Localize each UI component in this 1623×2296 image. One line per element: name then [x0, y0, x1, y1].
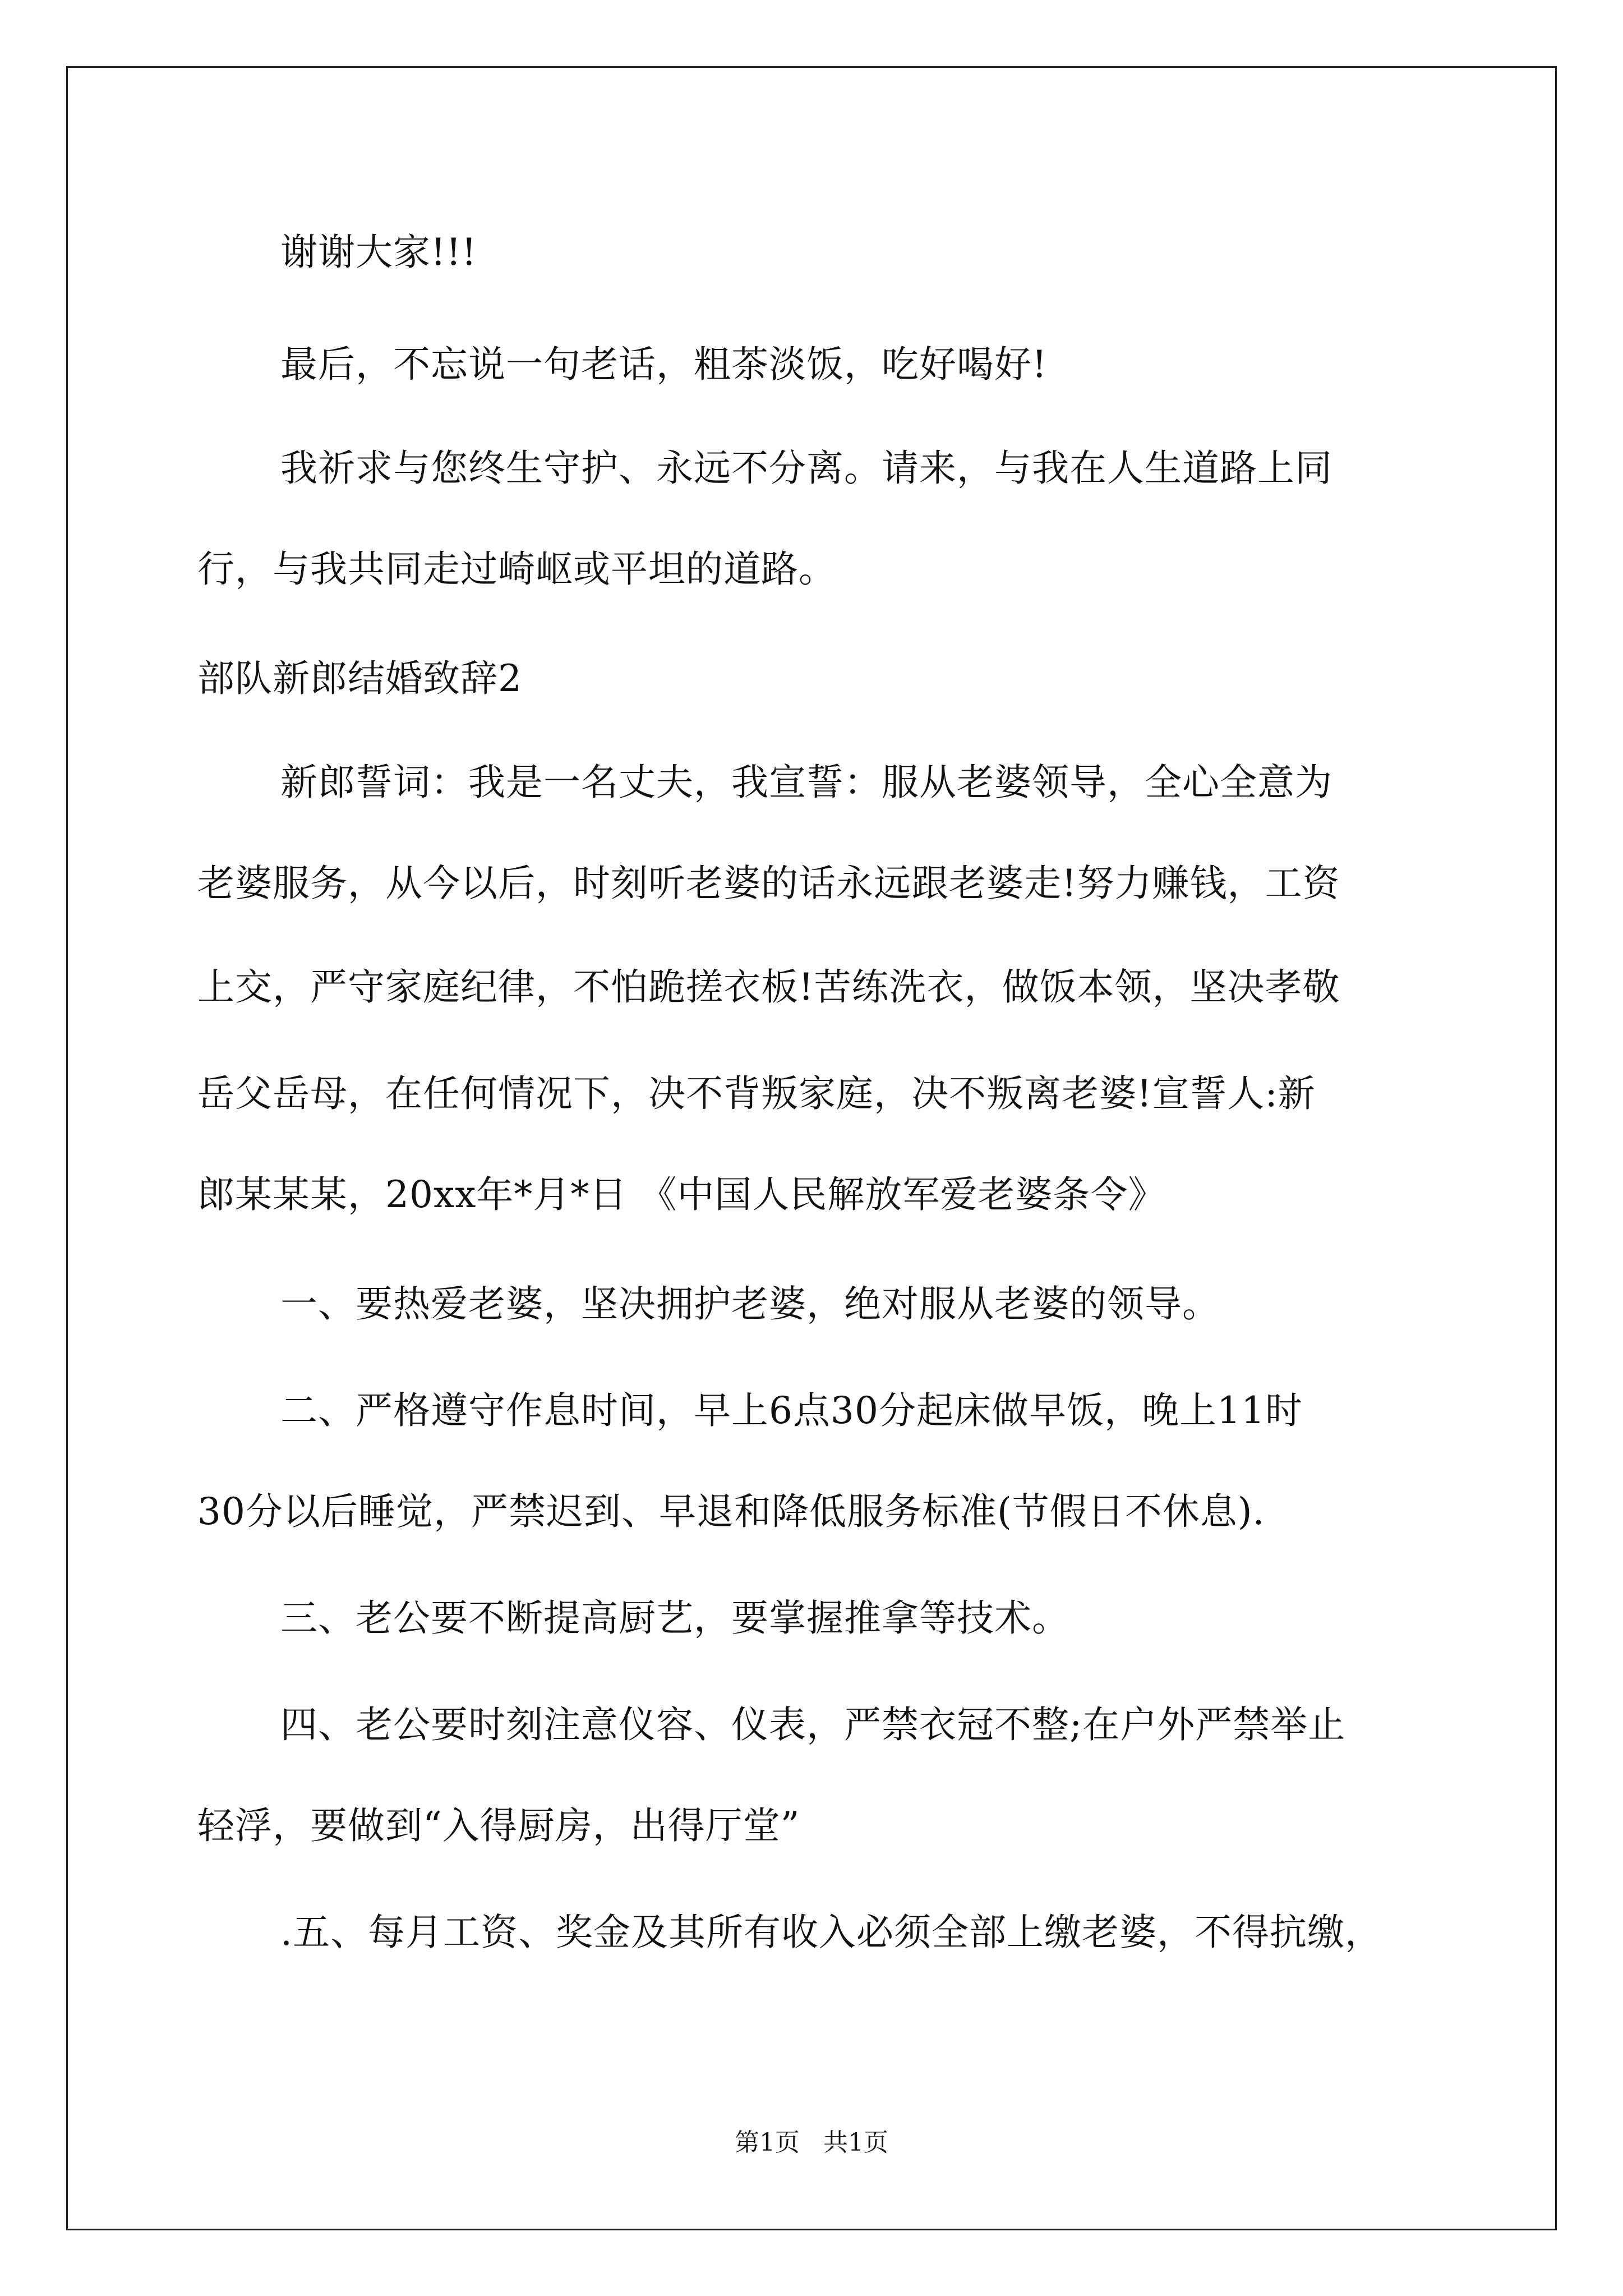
- paragraph-line: 三、老公要不断提高厨艺，要掌握推拿等技术。: [280, 1596, 1069, 1640]
- paragraph-line: 我祈求与您终生守护、永远不分离。请来，与我在人生道路上同: [280, 447, 1332, 490]
- paragraph-line: 二、严格遵守作息时间，早上6点30分起床做早饭，晚上11时: [280, 1389, 1303, 1432]
- section-heading: 部队新郎结婚致辞2: [197, 657, 522, 700]
- paragraph-line: 最后，不忘说一句老话，粗茶淡饭，吃好喝好!: [280, 343, 1048, 386]
- paragraph-line: 30分以后睡觉，严禁迟到、早退和降低服务标准(节假日不休息).: [197, 1490, 1265, 1533]
- paragraph-line: 岳父岳母，在任何情况下，决不背叛家庭，决不叛离老婆!宣誓人:新: [197, 1072, 1316, 1115]
- paragraph-line: .五、每月工资、奖金及其所有收入必须全部上缴老婆，不得抗缴，: [280, 1911, 1382, 1954]
- page-number-footer: 第1页 共1页: [735, 2128, 888, 2157]
- paragraph-line: 新郎誓词：我是一名丈夫，我宣誓：服从老婆领导，全心全意为: [280, 761, 1332, 804]
- paragraph-line: 四、老公要时刻注意仪容、仪表，严禁衣冠不整;在户外严禁举止: [280, 1703, 1346, 1746]
- paragraph-line: 一、要热爱老婆，坚决拥护老婆，绝对服从老婆的领导。: [280, 1282, 1220, 1326]
- page-border: [66, 66, 1557, 2230]
- paragraph-line: 老婆服务，从今以后，时刻听老婆的话永远跟老婆走!努力赚钱，工资: [197, 862, 1340, 905]
- paragraph-line: 行，与我共同走过崎岖或平坦的道路。: [197, 547, 836, 591]
- paragraph-line: 郎某某某，20xx年*月*日 《中国人民解放军爱老婆条令》: [197, 1173, 1166, 1216]
- paragraph-line: 谢谢大家!!!: [280, 231, 477, 274]
- paragraph-line: 轻浮，要做到“入得厨房，出得厅堂”: [197, 1804, 800, 1847]
- paragraph-line: 上交，严守家庭纪律，不怕跪搓衣板!苦练洗衣，做饭本领，坚决孝敬: [197, 965, 1340, 1009]
